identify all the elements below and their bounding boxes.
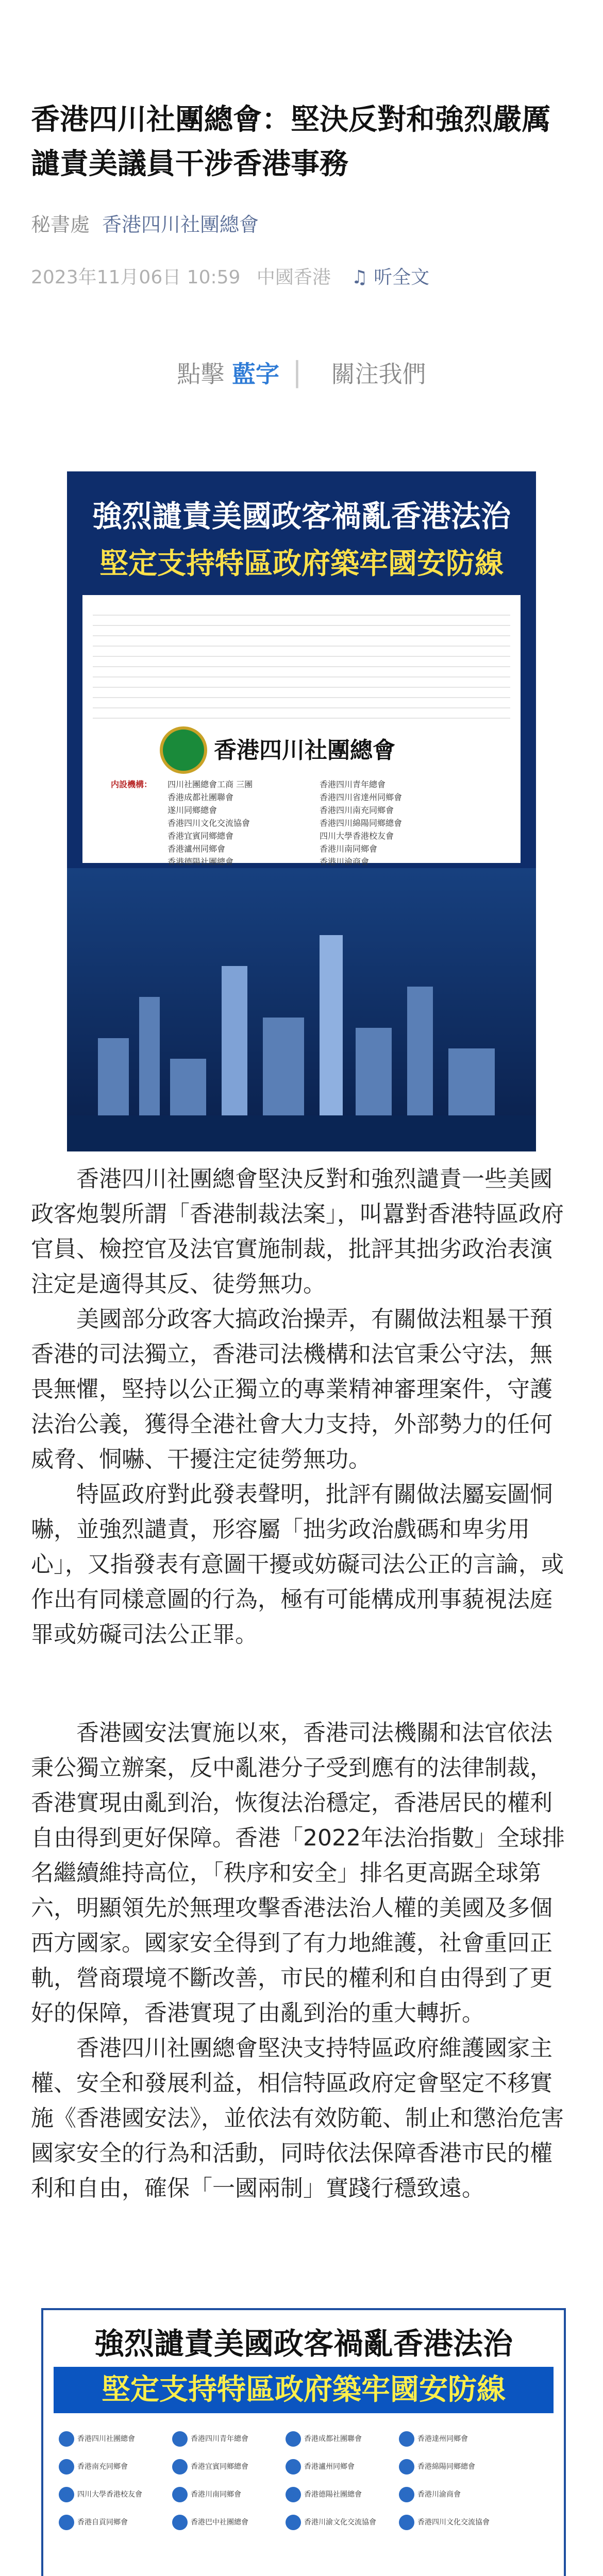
member-logo: 香港四川青年總會 [172,2429,280,2449]
poster-members-title: 内設機構： [111,779,153,789]
newspaper-ad-image [41,2308,566,2576]
member-org: 香港川渝商會 [320,857,370,867]
member-logo: 香港巴中社團總會 [172,2512,280,2533]
member-org: 遂川同鄉總會 [167,805,217,815]
statement-poster-image [67,471,536,1151]
follow-suffix: 關注我們 [331,360,426,388]
article-date-row [31,263,429,289]
follow-prefix: 點擊 [177,360,225,388]
ad-logo-grid [59,2429,554,2540]
article-body-continued [31,1716,572,2206]
member-org: 香港四川青年總會 [320,779,386,789]
org-emblem-icon [399,2431,414,2447]
article-title: 香港四川社團總會：堅決反對和強烈嚴厲譴責美議員干涉香港事務 [31,103,550,181]
org-emblem-icon [399,2515,414,2530]
member-logo: 香港綿陽同鄉總會 [399,2456,507,2477]
member-logo: 香港宜賓同鄉總會 [172,2456,280,2477]
member-org: 四川大學香港校友會 [320,831,394,841]
account-link[interactable]: 香港四川社團總會 [102,213,259,236]
member-org: 香港瀘州同鄉會 [167,844,226,854]
org-emblem-icon [399,2459,414,2475]
org-emblem-icon [286,2459,301,2475]
member-logo: 香港南充同鄉會 [59,2456,167,2477]
member-logo: 香港成都社團聯會 [286,2429,394,2449]
org-emblem-icon [286,2487,301,2502]
org-emblem-icon [172,2431,188,2447]
poster-city-skyline [67,868,536,1151]
member-org: 香港四川文化交流協會 [167,818,250,828]
member-logo: 香港四川社團總會 [59,2429,167,2449]
member-logo: 香港四川文化交流協會 [399,2512,507,2533]
org-emblem-icon [286,2431,301,2447]
follow-blue-text: 藍字 [231,360,279,388]
article-meta [31,209,259,237]
ad-headline-2: 堅定支持特區政府築牢國安防線 [54,2367,554,2413]
member-org: 香港宜賓同鄉總會 [167,831,234,841]
member-org: 香港川南同鄉會 [320,844,378,854]
paragraph-5: 香港四川社團總會堅決支持特區政府維護國家主權、安全和發展利益，相信特區政府定會堅定不移實施《香港國安法》，並依法有效防範、制止和懲治危害國家安全的行為和活動，同時依法保障香港市民的權利和自由，確保「一國兩制」實踐行穩致遠。 [31,2035,564,2201]
org-emblem-icon [59,2487,74,2502]
follow-separator: ▏ [296,360,314,388]
follow-prompt[interactable] [0,355,603,389]
org-emblem-icon [59,2431,74,2447]
member-logo: 四川大學香港校友會 [59,2484,167,2505]
member-logo: 香港達州同鄉會 [399,2429,507,2449]
org-emblem-icon [59,2515,74,2530]
article-body [31,1162,572,1652]
publish-datetime: 2023年11月06日 10:59 [31,267,241,288]
poster-statement-box [82,595,521,867]
member-org: 香港成都社團聯會 [167,792,234,802]
member-logo: 香港瀘州同鄉會 [286,2456,394,2477]
member-org: 四川社團總會工商 三團 [167,779,253,789]
org-emblem-icon [399,2487,414,2502]
member-logo: 香港川南同鄉會 [172,2484,280,2505]
poster-fine-print [93,605,510,719]
org-emblem-icon [286,2515,301,2530]
ad-headline-1: 強烈譴責美國政客禍亂香港法治 [94,2326,513,2361]
poster-org-name: 香港四川社團總會 [214,737,395,764]
member-logo: 香港自貢同鄉會 [59,2512,167,2533]
member-logo: 香港德陽社團總會 [286,2484,394,2505]
member-org: 香港四川南充同鄉會 [320,805,394,815]
member-org: 香港德陽社團總會 [167,857,234,867]
publish-location: 中國香港 [256,267,331,288]
listen-button[interactable]: ♫ 听全文 [351,267,430,288]
org-emblem-icon [172,2487,188,2502]
member-logo: 香港川渝商會 [399,2484,507,2505]
member-logo: 香港川渝文化交流協會 [286,2512,394,2533]
org-emblem-icon [172,2515,188,2530]
poster-headline-1: 強烈譴責美國政客禍亂香港法治 [92,499,511,534]
paragraph-1: 香港四川社團總會堅決反對和強烈譴責一些美國政客炮製所謂「香港制裁法案」，叫囂對香港特區政府官員、檢控官及法官實施制裁，批評其拙劣政治表演注定是適得其反、徒勞無功。 [31,1166,564,1297]
paragraph-2: 美國部分政客大搞政治操弄，有關做法粗暴干預香港的司法獨立，香港司法機構和法官秉公守法，無畏無懼，堅持以公正獨立的專業精神審理案件，守護法治公義，獲得全港社會大力支持，外部勢力的任何威脅、恫嚇、干擾注定徒勞無功。 [31,1306,552,1472]
member-org: 香港四川綿陽同鄉總會 [320,818,403,828]
org-emblem-icon [172,2459,188,2475]
paragraph-3: 特區政府對此發表聲明，批評有關做法屬妄圖恫嚇，並強烈譴責，形容屬「拙劣政治戲碼和卑劣用心」，又指發表有意圖干擾或妨礙司法公正的言論，或作出有同樣意圖的行為，極有可能構成刑事藐視法庭罪或妨礙司法公正罪。 [31,1481,564,1648]
poster-headline-2: 堅定支持特區政府築牢國安防線 [99,547,504,581]
member-org: 香港四川省達州同鄉會 [320,792,403,802]
paragraph-4: 香港國安法實施以來，香港司法機關和法官依法秉公獨立辦案，反中亂港分子受到應有的法律制裁，香港實現由亂到治，恢復法治穩定，香港居民的權利自由得到更好保障。香港「2022年法治指數」全球排名繼續維持高位，「秩序和安全」排名更高踞全球第六，明顯領先於無理攻擊香港法治人權的美國及多個西方國家。國家安全得到了有力地維護，社會重回正軌，營商環境不斷改善，市民的權利和自由得到了更好的保障，香港實現了由亂到治的重大轉折。 [31,1720,565,2026]
org-logo [160,726,207,774]
org-emblem-icon [59,2459,74,2475]
author: 秘書處 [31,213,90,236]
